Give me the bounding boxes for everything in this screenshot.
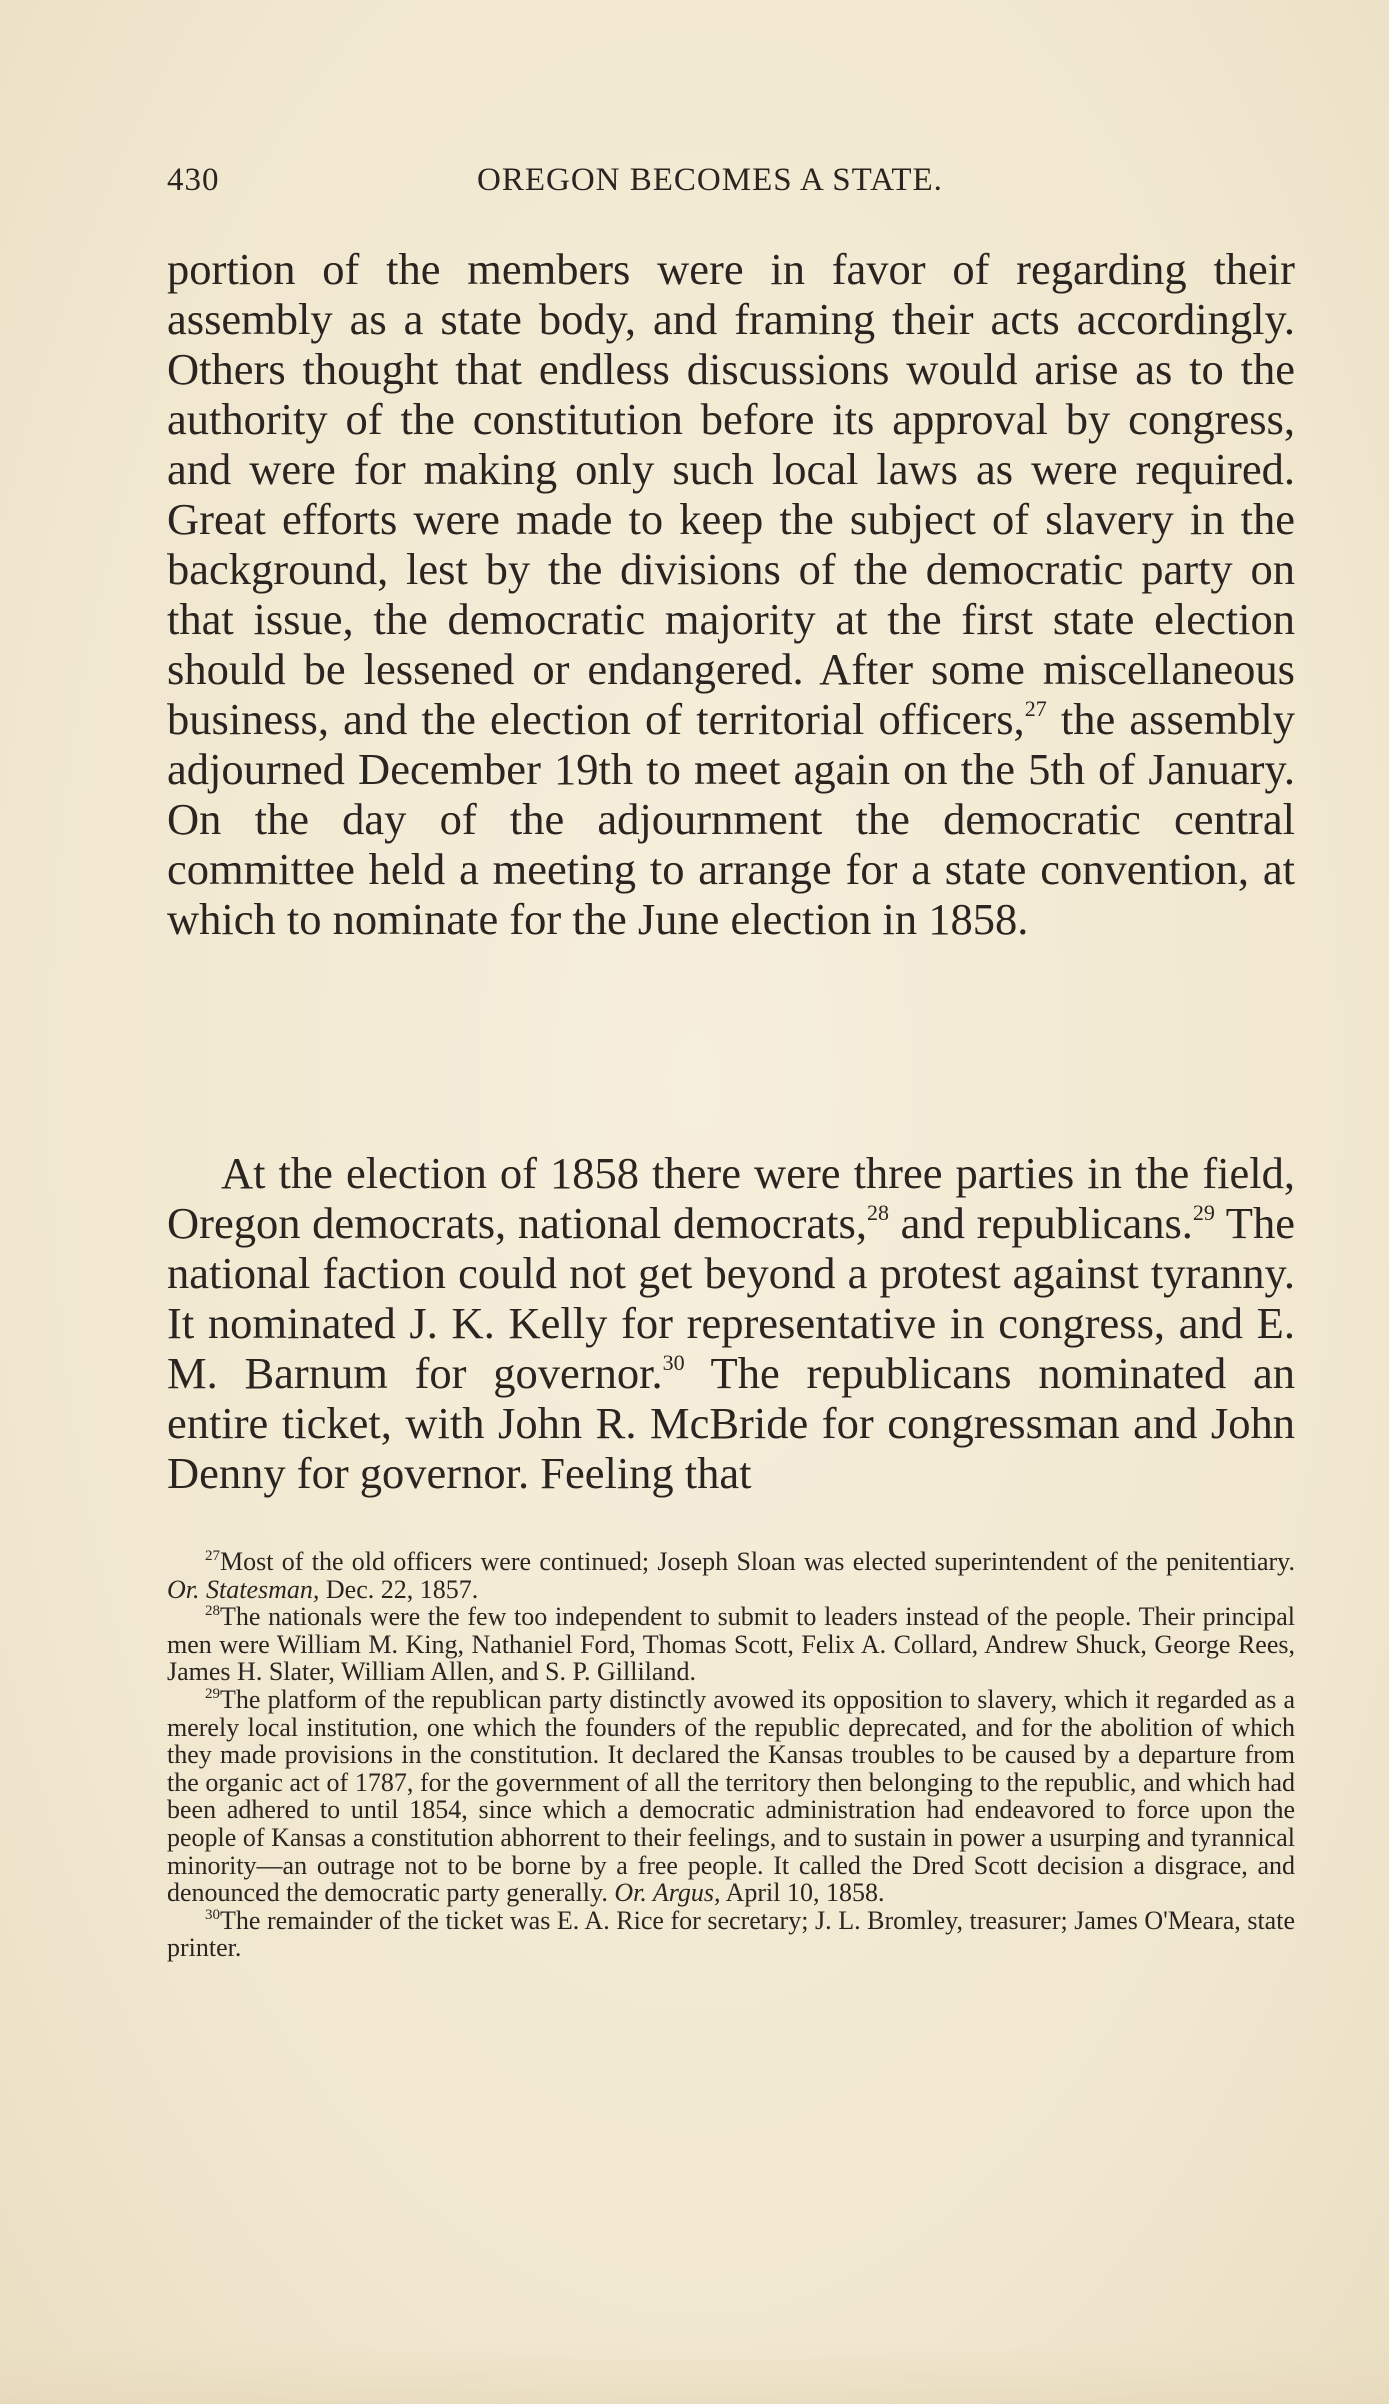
footnote-number: 27	[205, 1548, 220, 1564]
footnote-ref-28: 28	[866, 1200, 889, 1225]
footnote-text: Most of the old officers were continued; Joseph Sloan was elected superintendent of the penitentiary.	[220, 1547, 1295, 1576]
footnote-28	[167, 1603, 1295, 1686]
paragraph-text: The republicans nominated an entire ticket, with John R. McBride for congressman and John Denny for governor. Feeling that	[167, 1348, 1295, 1498]
footnote-number: 30	[205, 1906, 220, 1923]
paragraph-text: The national faction could not get beyond a protest against tyranny. It nominated J. K. Kelly for representative in congress, and E. M. Barnum for governor.	[167, 1198, 1295, 1398]
footnote-number: 28	[205, 1603, 220, 1620]
paragraph-text: portion of the members were in favor of regarding their assembly as a state body, and framing their acts accordingly. Others thought that endless discussions would arise as to the authority of the constitution before its approval by congress, and were for making only such local laws as were required. Great efforts were made to keep the subject of slavery in the background, lest by the divisions of the democratic party on that issue, the democratic majority at the first state election should be lessened or endangered. After some miscellaneous business, and the election of territorial officers,	[167, 244, 1295, 744]
footnote-27	[167, 1548, 1295, 1603]
page-edge-shading	[0, 2344, 1389, 2404]
body-paragraph-1	[167, 244, 1295, 944]
page-number: 430	[167, 162, 220, 198]
footnote-date: Dec. 22, 1857.	[319, 1574, 479, 1604]
footnotes-section	[167, 1548, 1295, 1962]
body-paragraph-2	[167, 1148, 1295, 1498]
footnote-source: Or. Argus,	[614, 1878, 721, 1908]
footnote-text: The remainder of the ticket was E. A. Rice for secretary; J. L. Bromley, treasurer; James O'Meara, state printer.	[167, 1905, 1295, 1963]
footnote-ref-27: 27	[1024, 696, 1047, 721]
footnote-number: 29	[205, 1685, 220, 1702]
footnote-text: The platform of the republican party distinctly avowed its opposition to slavery, which it regarded as a merely local institution, one which the founders of the republic deprecated, and for the abolition of which they made provisions in the constitution. It declared the Kansas troubles to be caused by a departure from the organic act of 1787, for the government of all the territory then belonging to the republic, and which had been adhered to until 1854, since which a democratic administration had endeavored to force upon the people of Kansas a constitution abhorrent to their feelings, and to sustain in power a usurping and tyrannical minority—an outrage not to be borne by a free people. It called the Dred Scott decision a disgrace, and denounced the democratic party generally.	[167, 1684, 1295, 1908]
footnote-ref-29: 29	[1192, 1200, 1215, 1225]
footnote-ref-30: 30	[662, 1350, 685, 1375]
paragraph-text: the assembly adjourned December 19th to meet again on the 5th of January. On the day of the adjournment the democratic central committee held a meeting to arrange for a state convention, at which to nominate for the June election in 1858.	[167, 694, 1295, 944]
paragraph-text: and republicans.	[888, 1198, 1193, 1248]
running-head	[167, 162, 1297, 202]
running-title: OREGON BECOMES A STATE.	[477, 162, 943, 198]
paragraph-text: At the election of 1858 there were three parties in the field, Oregon democrats, national democrats,	[167, 1148, 1295, 1248]
footnote-text: The nationals were the few too independent to submit to leaders instead of the people. Their principal men were William M. King, Nathaniel Ford, Thomas Scott, Felix A. Collard, Andrew Shuck, George Rees, James H. Slater, William Allen, and S. P. Gilliland.	[167, 1602, 1295, 1687]
footnote-date: April 10, 1858.	[720, 1878, 885, 1908]
footnote-source: Or. Statesman,	[167, 1574, 320, 1604]
footnote-29	[167, 1686, 1295, 1907]
footnote-30	[167, 1907, 1295, 1962]
